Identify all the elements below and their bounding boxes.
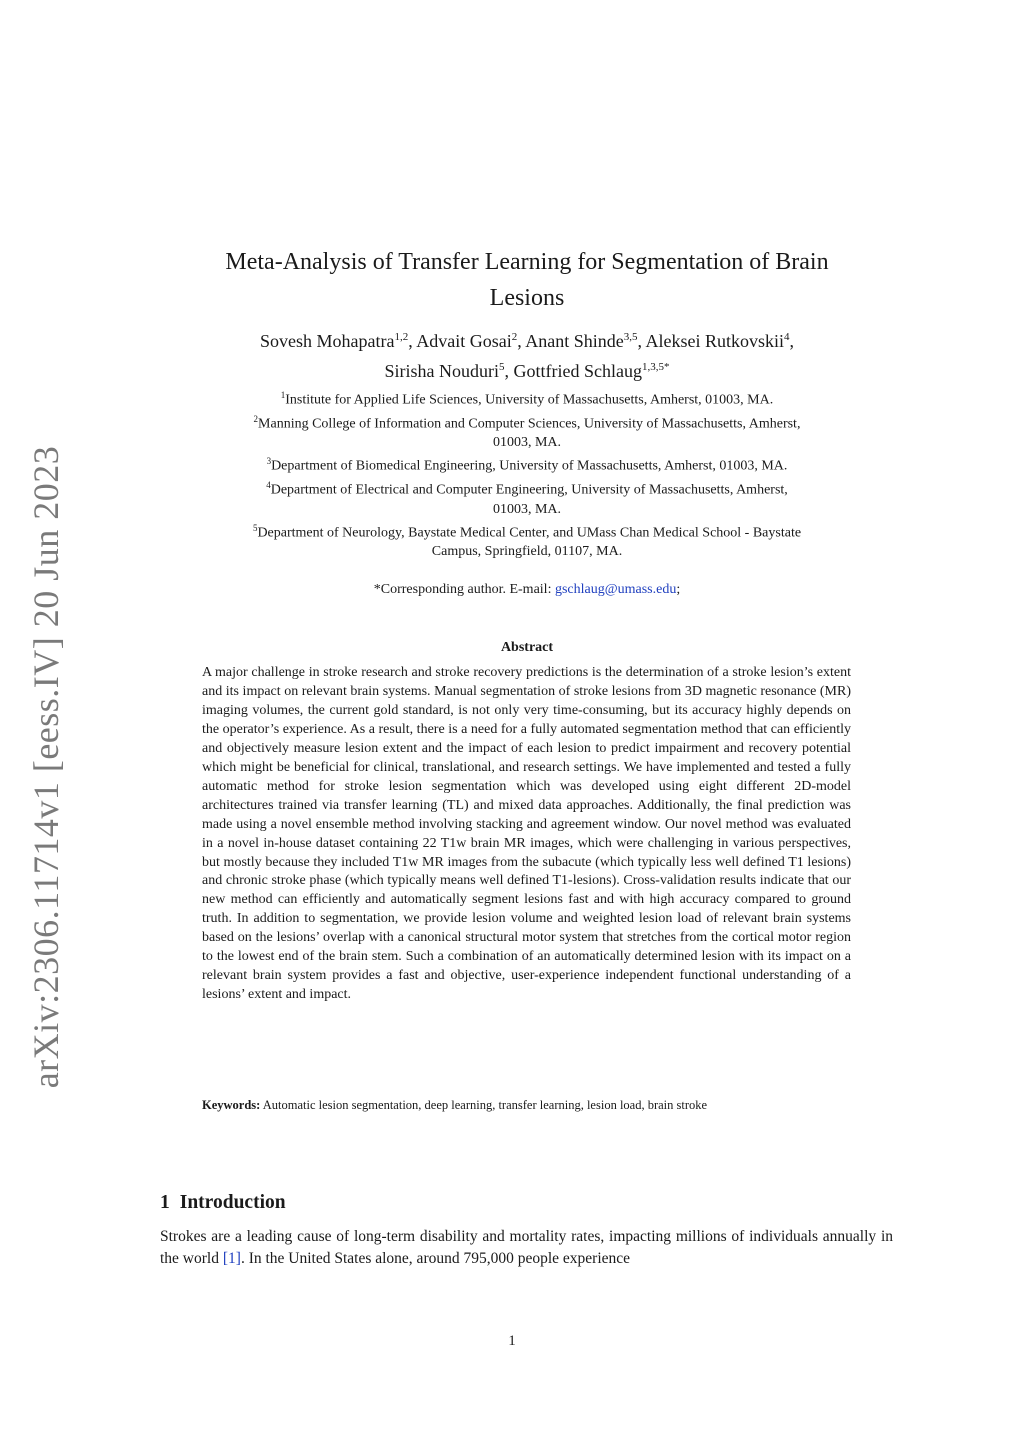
email-link[interactable]: gschlaug@umass.edu	[554, 582, 677, 597]
author: Gottfried Schlaug$^{1,3,5*}$	[513, 361, 670, 381]
paper-title	[160, 244, 894, 316]
section-heading-introduction	[160, 1192, 286, 1214]
affiliation: $^3$Department of Biomedical Engineering, University of Massachusetts, Amherst, 01003, MA.	[266, 456, 788, 474]
author-list	[160, 324, 894, 384]
affiliation-list	[160, 386, 894, 561]
citation-link[interactable]: [1]	[222, 1250, 241, 1267]
affiliation: $^1$Institute for Applied Life Sciences, University of Massachusetts, Amherst, 01003, MA.	[280, 390, 774, 408]
affiliation: $^2$Manning College of Information and Computer Sciences, University of Massachusetts, Amherst, 01003, MA.	[253, 413, 801, 451]
arxiv-identifier: arXiv:2306.11714v1 [eess.IV] 20 Jun 2023	[26, 445, 66, 1089]
keywords-label: Keywords:	[202, 1098, 261, 1112]
page-number: 1	[508, 1333, 516, 1349]
abstract-text: A major challenge in stroke research and stroke recovery predictions is the determination of a stroke lesion’s extent and its impact on relevant brain systems. Manual segmentation of stroke lesions from 3D magnetic resonance (MR) imaging volumes, the current gold standard, is not only very time-consuming, but its accuracy highly depends on the operator’s experience. As a result, there is a need for a fully automated segmentation method that can efficiently and objectively measure lesion extent and the impact of each lesion to predict impairment and recovery potential which might be beneficial for clinical, translational, and research settings. We have implemented and tested a fully automatic method for stroke lesion segmentation which was developed using eight different 2D-model architectures trained via transfer learning (TL) and mixed data approaches. Additionally, the final prediction was made using a novel ensemble method involving stacking and agreement window. Our novel method was evaluated in a novel in-house dataset containing 22 T1w brain MR images, which were challenging in various perspectives, but mostly because they included T1w MR images from the subacute (which typically less well defined T1 lesions) and chronic stroke phase (which typically means well defined T1-lesions). Cross-validation results indicate that our new method can efficiently and automatically segment lesions fast and with high accuracy compared to ground truth. In addition to segmentation, we provide lesion volume and weighted lesion load of relevant brain systems based on the lesions’ overlap with a canonical structural motor system that stretches from the cortical motor region to the lowest end of the brain stem. Such a combination of an automatically determined lesion with its impact on a relevant brain system provides a fast and objective, user-experience independent functional understanding of a lesions’ extent and impact.	[202, 665, 851, 1003]
keywords-text: Automatic lesion segmentation, deep learning, transfer learning, lesion load, brain stroke	[260, 1098, 708, 1112]
author: Sovesh Mohapatra$^{1,2}$,	[259, 331, 417, 351]
intro-paragraph: Strokes are a leading cause of long-term disability and mortality rates, impacting millions of individuals annually in the world [1]. In the United States alone, around 795,000 people experience	[160, 1228, 893, 1267]
affiliation: $^5$Department of Neurology, Baystate Medical Center, and UMass Chan Medical School - Baystate Campus, Springfield, 01107, MA.	[252, 522, 802, 560]
author: Anant Shinde$^{3,5}$,	[525, 331, 646, 351]
author: Advait Gosai$^2$,	[416, 331, 526, 351]
section-number: 1	[160, 1192, 170, 1214]
author: Sirisha Nouduri$^5$,	[384, 361, 514, 381]
arxiv-side-stamp	[0, 0, 100, 1448]
title-line-2: Lesions	[489, 285, 565, 312]
abstract-heading: Abstract	[500, 640, 554, 655]
author: Aleksei Rutkovskii$^4$,	[645, 331, 794, 351]
affiliation: $^4$Department of Electrical and Computer Engineering, University of Massachusetts, Amherst, 01003, MA.	[266, 479, 788, 517]
corresponding-author-note: *Corresponding author. E-mail: gschlaug@umass.edu;	[373, 582, 681, 597]
keywords	[202, 1096, 862, 1114]
section-title: Introduction	[179, 1192, 286, 1214]
title-line-1: Meta-Analysis of Transfer Learning for Segmentation of Brain	[225, 249, 829, 276]
